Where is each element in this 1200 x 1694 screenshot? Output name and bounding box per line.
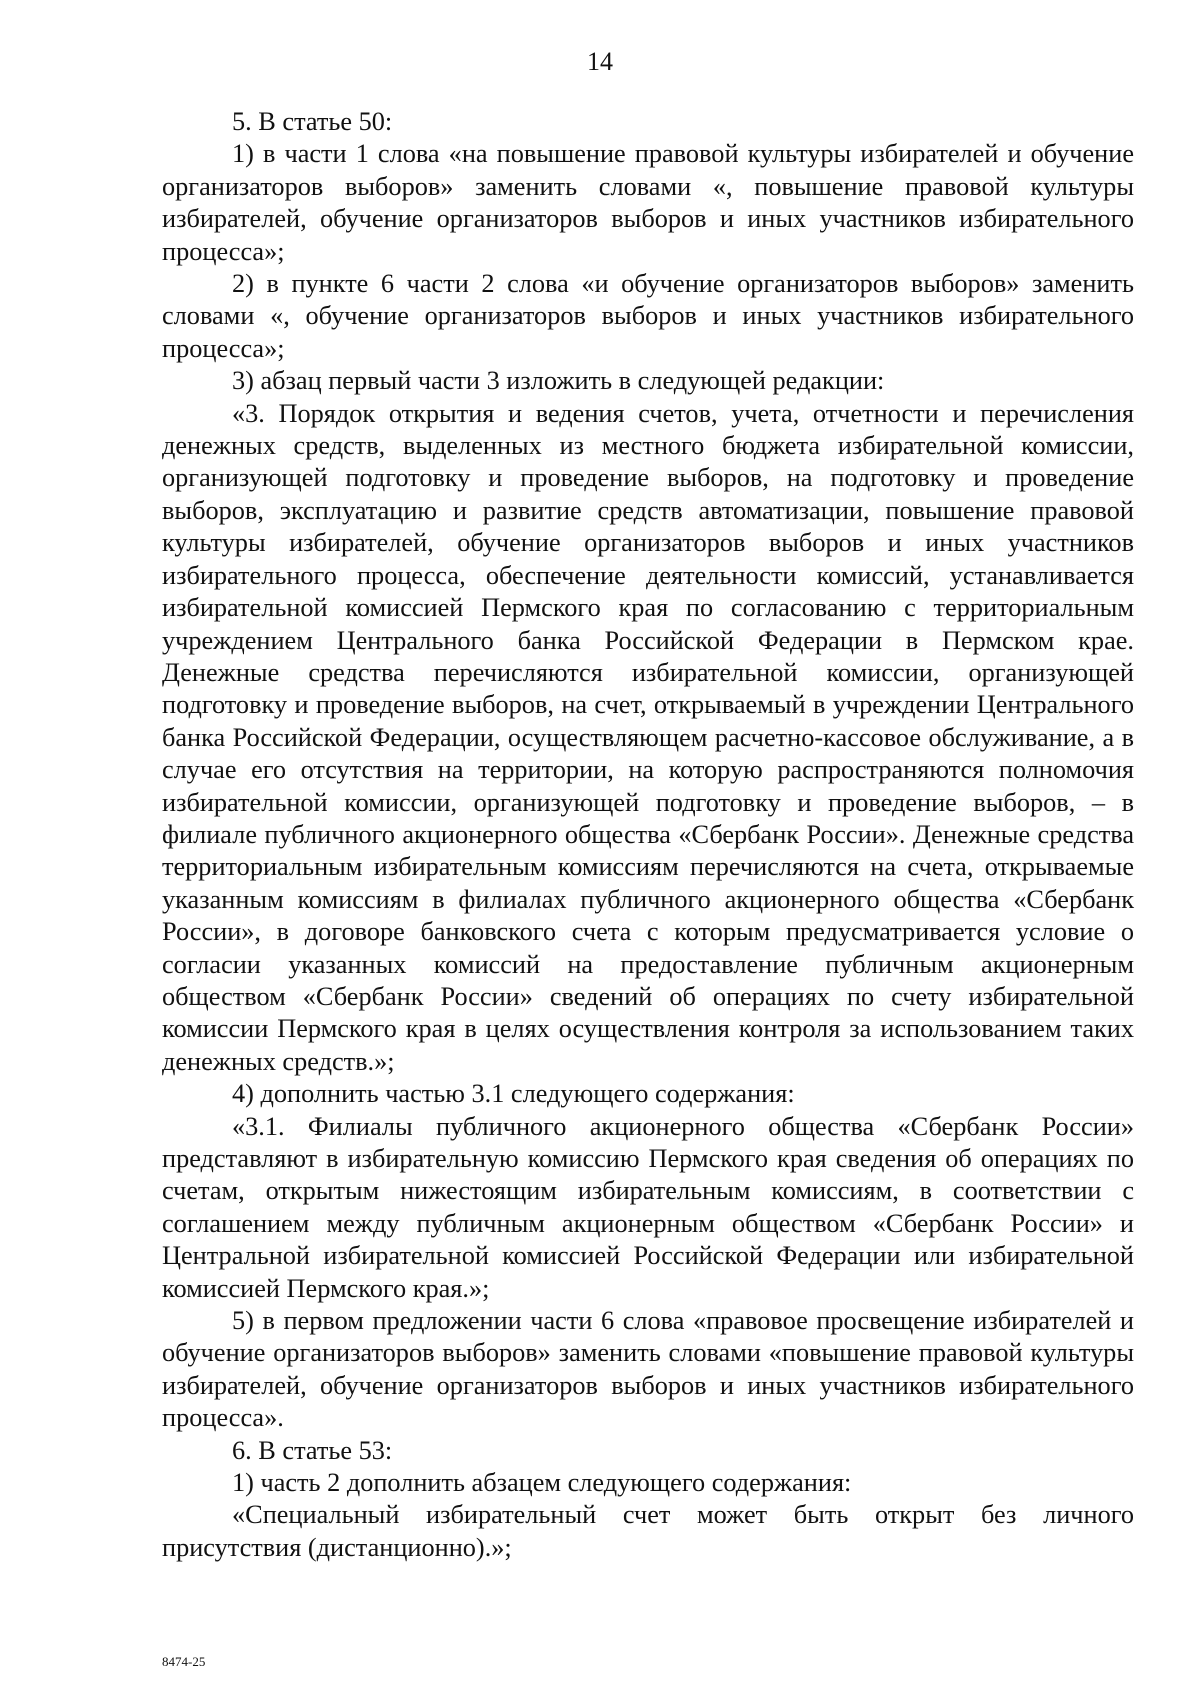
- article-50-item-3: 3) абзац первый части 3 изложить в следующей редакции:: [232, 366, 885, 396]
- article-50-item-1: 1) в части 1 слова «на повышение правовой культуры избирателей и обучение организаторов выборов» заменить словами «, повышение правовой культуры избирателей, обучение организаторов выборов и иных участников избирательного процесса»;: [162, 139, 1134, 266]
- article-53-item-1: 1) часть 2 дополнить абзацем следующего содержания:: [232, 1468, 852, 1498]
- article-53-heading: 6. В статье 53:: [232, 1435, 393, 1465]
- article-50-item-4: 4) дополнить частью 3.1 следующего содержания:: [232, 1079, 795, 1109]
- document-code: 8474-25: [162, 1654, 206, 1669]
- article-50-part-3-text: «3. Порядок открытия и ведения счетов, учета, отчетности и перечисления денежных средств, выделенных из местного бюджета избирательной комиссии, организующей подготовку и проведение выборов, на подготовку и проведение выборов, эксплуатацию и развитие средств автоматизации, повышение правовой культуры избирателей, обучение организаторов выборов и иных участников избирательного процесса, обеспечение деятельности комиссий, устанавливается избирательной комиссией Пермского края по согласованию с территориальным учреждением Центрального банка Российской Федерации в Пермском крае. Денежные средства перечисляются избирательной комиссии, организующей подготовку и проведение выборов, на счет, открываемый в учреждении Центрального банка Российской Федерации, осуществляющем расчетно-кассовое обслуживание, а в случае его отсутствия на территории, на которую распространяются полномочия избирательной комиссии, организующей подготовку и проведение выборов, – в филиале публичного акционерного общества «Сбербанк России». Денежные средства территориальным избирательным комиссиям перечисляются на счета, открываемые указанным комиссиям в филиалах публичного акционерного общества «Сбербанк России», в договоре банковского счета с которым предусматривается условие о согласии указанных комиссий на предоставление публичным акционерным обществом «Сбербанк России» сведений об операциях по счету избирательной комиссии Пермского края в целях осуществления контроля за использованием таких денежных средств.»;: [162, 398, 1134, 1076]
- article-53-part-2-text: «Специальный избирательный счет может быть открыт без личного присутствия (дистанционно).»;: [162, 1500, 1134, 1562]
- article-50-part-3-1-text: «3.1. Филиалы публичного акционерного общества «Сбербанк России» представляют в избирательную комиссию Пермского края сведения об операциях по счетам, открытым нижестоящим избирательным комиссиям, в соответствии с соглашением между публичным акционерным обществом «Сбербанк России» и Центральной избирательной комиссией Российской Федерации или избирательной комиссией Пермского края.»;: [162, 1111, 1134, 1303]
- article-50-item-2: 2) в пункте 6 части 2 слова «и обучение организаторов выборов» заменить словами «, обучение организаторов выборов и иных участников избирательного процесса»;: [162, 269, 1134, 363]
- article-50-heading: 5. В статье 50:: [232, 107, 393, 136]
- page-number: 14: [587, 47, 613, 76]
- document-body: [162, 106, 1134, 1564]
- article-50-item-5: 5) в первом предложении части 6 слова «правовое просвещение избирателей и обучение организаторов выборов» заменить словами «повышение правовой культуры избирателей, обучение организаторов выборов и иных участников избирательного процесса».: [162, 1306, 1134, 1433]
